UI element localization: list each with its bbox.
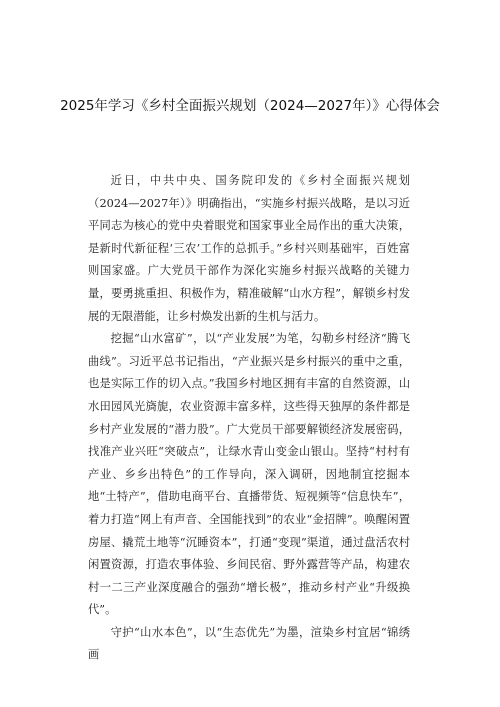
document-title: 2025年学习《乡村全面振兴规划（2024—2027年）》心得体会 — [60, 98, 440, 114]
document-body — [88, 170, 410, 667]
paragraph-ecology: 守护“山水本色”，以“生态优先”为墨，渲染乡村宜居“锦绣画 — [88, 625, 410, 662]
paragraph-industry: 挖掘“山水富矿”，以“产业发展”为笔，勾勒乡村经济“腾飞曲线”。习近平总书记指出，“产业振兴是乡村振兴的重中之重，也是实际工作的切入点。”我国乡村地区拥有丰富的自然资源，山水田园风光旖旎，农业资源丰富多样，这些得天独厚的条件都是乡村产业发展的“潜力股”。广大党员干部要解锁经济发展密码，找准产业兴旺“突破点”，让绿水青山变金山银山。坚持“村村有产业、乡乡出特色”的工作导向，深入调研，因地制宜挖掘本地“土特产”，借助电商平台、直播带货、短视频等“信息快车”，着力打造“网上有声音、全国能找到”的农业“金招牌”。唤醒闲置房屋、撬荒土地等“沉睡资本”，打通“变现”渠道，通过盘活农村闲置资源，打造农事体验、乡间民宿、野外露营等产品，构建农村一二三产业深度融合的强劲“增长极”，推动乡村产业“升级换代”。 — [88, 332, 410, 617]
paragraph-intro: 近日，中共中央、国务院印发的《乡村全面振兴规划（2024—2027年）》明确指出，“实施乡村振兴战略，是以习近平同志为核心的党中央着眼党和国家事业全局作出的重大决策，是新时代新征程‘三农’工作的总抓手。”乡村兴则基础牢，百姓富则国家盛。广大党员干部作为深化实施乡村振兴战略的关键力量，要勇挑重担、积极作为，精准破解“山水方程”，解锁乡村发展的无限潜能，让乡村焕发出新的生机与活力。 — [88, 174, 410, 323]
